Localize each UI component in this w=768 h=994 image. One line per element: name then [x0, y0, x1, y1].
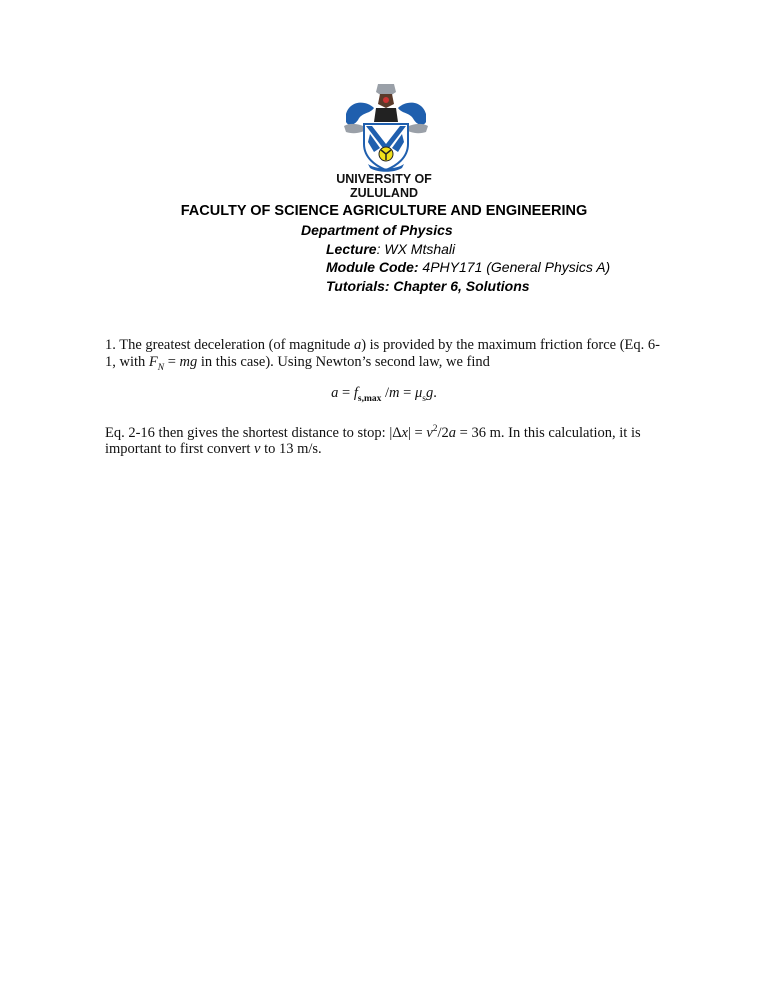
university-crest-icon	[340, 82, 432, 174]
module-code-label: Module Code:	[326, 259, 419, 275]
text: /2	[437, 424, 449, 441]
university-name-line1: UNIVERSITY OF	[336, 172, 432, 186]
var-a: a	[331, 385, 339, 401]
solution-1-paragraph-2	[105, 421, 665, 458]
text: | =	[407, 424, 427, 441]
divide: /	[381, 385, 390, 401]
var-a: a	[353, 337, 362, 353]
equals: =	[338, 385, 354, 401]
var-F: F	[148, 353, 158, 370]
university-name-line2: ZULULAND	[349, 186, 419, 200]
period: .	[433, 385, 437, 401]
sub-s: s	[422, 393, 426, 404]
tutorials-title: Tutorials: Chapter 6, Solutions	[326, 278, 530, 294]
lecturer-value: : WX Mtshali	[376, 241, 456, 257]
department-title: Department of Physics	[301, 222, 453, 238]
var-g: g	[425, 385, 434, 401]
equals: =	[399, 385, 415, 401]
text: to 13 m/s.	[260, 441, 322, 458]
solution-1-paragraph-1	[105, 337, 665, 376]
var-a: a	[448, 424, 457, 441]
sup-2: 2	[432, 424, 438, 434]
text: in this case). Using Newton’s second law, we find	[197, 353, 490, 370]
text: = 36 m. In this calculation, it is important to first convert	[105, 424, 641, 458]
text: 1. The greatest deceleration (of magnitude	[105, 337, 354, 353]
var-f: f	[353, 385, 358, 401]
text: Eq. 2-16 then gives the shortest distance to stop: |Δ	[105, 424, 402, 441]
module-code-value: 4PHY171 (General Physics A)	[418, 259, 611, 275]
equation-deceleration	[0, 385, 768, 404]
var-v: v	[426, 424, 433, 441]
lecturer-label: Lecture	[326, 241, 377, 257]
text: =	[164, 353, 180, 370]
lecturer-line	[326, 241, 455, 257]
sub-N: N	[157, 362, 165, 373]
text: ) is provided by the maximum friction force (Eq. 6-1, with	[105, 337, 660, 370]
var-mu: μ	[414, 385, 423, 401]
sub-smax: s,max	[357, 393, 382, 404]
var-x: x	[401, 424, 408, 441]
faculty-title: FACULTY OF SCIENCE AGRICULTURE AND ENGINEERING	[180, 203, 588, 219]
var-mg: mg	[179, 353, 198, 370]
var-v: v	[254, 441, 261, 458]
var-m: m	[389, 385, 400, 401]
module-code-line	[326, 259, 610, 275]
